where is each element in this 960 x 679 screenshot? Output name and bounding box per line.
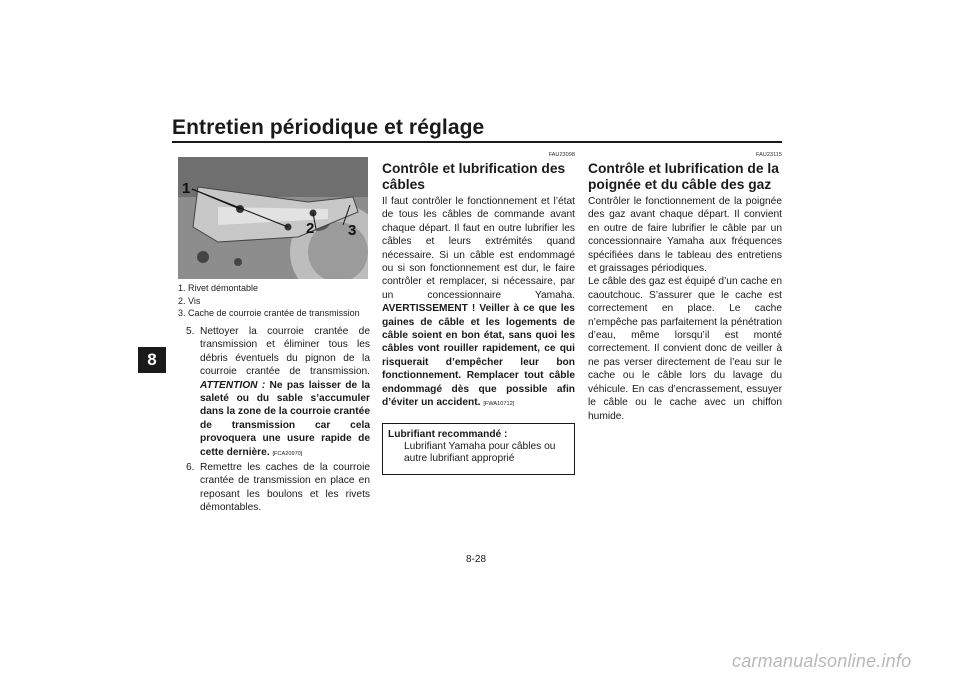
warning-code: [FWA10712] <box>483 401 515 408</box>
motorcycle-belt-cover-photo <box>178 157 368 279</box>
step-text: Nettoyer la courroie crantée de transmission et éliminer tous les débris éventuels du pignon de la courroie crantée de transmission. <box>200 326 370 378</box>
lubricant-value: Lubrifiant Yamaha pour câbles ou autre lubrifiant approprié <box>404 440 556 464</box>
caution-code: [FCA20970] <box>272 450 303 457</box>
chapter-tab: 8 <box>138 347 166 373</box>
caption-item: 3. Cache de courroie crantée de transmission <box>178 308 360 318</box>
belt-cover-illustration <box>178 157 368 279</box>
callout-1: 1 <box>182 180 191 197</box>
section-paragraph: Le câble des gaz est équipé d’un cache en caoutchouc. S’assurer que le cache est correctement en place. Le cache n’empêche pas parfaitement la pénétration d’eau, même lorsqu’il est monté correctement. Il convient donc de veiller à ne pas verser directement de l’eau sur le cache ou le câble lors du lavage du véhicule. En cas d’encrassement, essuyer le câble ou le cache avec un chiffon humide. <box>588 276 782 422</box>
callout-3: 3 <box>348 222 357 239</box>
section-code: FAU23098 <box>548 152 575 158</box>
page-number: 8-28 <box>466 554 487 565</box>
warning-label: AVERTISSEMENT ! <box>382 303 476 315</box>
middle-column <box>382 152 575 475</box>
lubricant-title: Lubrifiant recommandé : <box>388 428 508 440</box>
section-heading: Contrôle et lubrification de la poignée et du câble des gaz <box>588 161 779 192</box>
section-body <box>382 195 575 412</box>
right-column <box>588 152 782 423</box>
step-number: 5. <box>186 326 195 337</box>
header-rule <box>172 141 782 143</box>
step-number: 6. <box>186 462 195 474</box>
section-paragraph: Contrôler le fonctionnement de la poignée des gaz avant chaque départ. Il convient en outre de faire lubrifier le câble par un concessionnaire Yamaha aux fréquences spécifiées dans le tableau des entretiens et graissages périodiques. <box>588 196 782 275</box>
body-text: Il faut contrôler le fonctionnement et l’état de tous les câbles de commande avant chaque départ. Il faut en outre lubrifier les câbles et leurs extrémités quand nécessaire. Si un câble est endommagé ou si son fonctionnement est dur, le faire contrôler et remplacer, si nécessaire, par un concessionnaire Yamaha. <box>382 196 575 301</box>
caption-item: 1. Rivet démontable <box>178 283 259 293</box>
caption-item: 2. Vis <box>178 295 201 306</box>
step-text: Remettre les caches de la courroie crantée de transmission en place en reposant les boulons et les rivets démontables. <box>200 462 370 514</box>
warning-text: Veiller à ce que les gaines de câble et les logements de câble soient en bon état, sans quoi les câbles vont rouiller rapidement, ce qui risquerait d’empêcher leur bon fonctionnement. Remplacer tout câble endommagé dès que possible afin d’éviter un accident. <box>382 303 575 409</box>
left-column <box>178 325 370 515</box>
page-title: Entretien périodique et réglage <box>172 116 485 139</box>
caution-text: Ne pas laisser de la saleté ou du sable s’accumuler dans la zone de la courroie crantée de transmission car cela provoquera une usure rapide de cette dernière. <box>200 379 370 458</box>
figure-captions <box>178 282 360 320</box>
callout-2: 2 <box>306 220 315 237</box>
section-heading: Contrôle et lubrification des câbles <box>382 161 566 192</box>
step-5 <box>178 325 370 461</box>
section-code: FAU23115 <box>755 152 782 158</box>
caution-label: ATTENTION : <box>200 379 266 391</box>
lubricant-box <box>382 423 575 475</box>
watermark: carmanualsonline.info <box>732 651 912 671</box>
step-6 <box>178 461 370 515</box>
